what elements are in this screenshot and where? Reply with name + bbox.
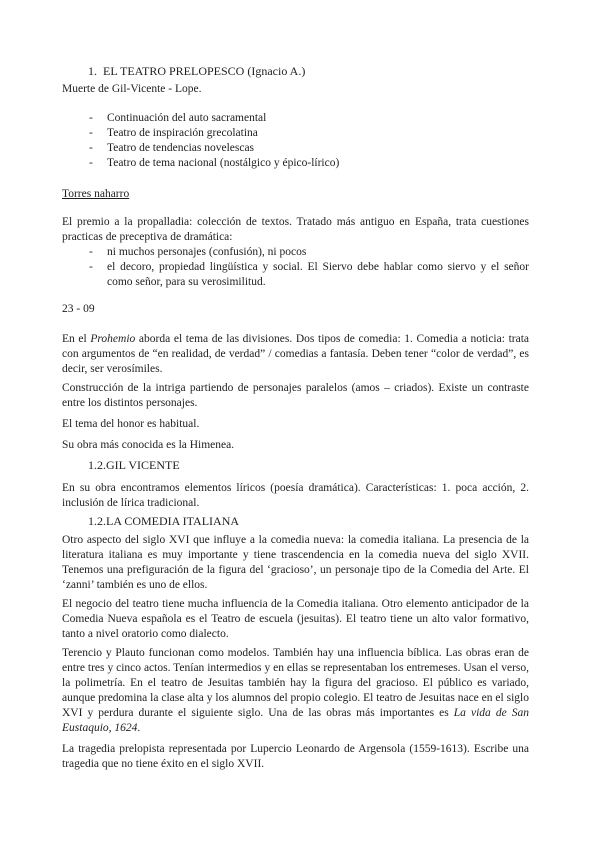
paragraph-text: Terencio y Plauto funcionan como modelos. También hay una influencia bíblica. Las obras eran de entre tres y cinco actos. Tenían intermedios y en ellas se representaban los entremeses. Usan el verso, la polimetría. En el teatro de Jesuitas también hay la figura del gracioso. El público es variado, aunque predomina la clase alta y los alumnos del propio colegio. El teatro de Jesuitas nace en el siglo XVI y perdura durante el siguiente siglo. Una de las obras más importantes es <box>62 647 529 719</box>
list-item <box>62 111 529 126</box>
paragraph-honor: El tema del honor es habitual. <box>62 418 200 430</box>
paragraph-terencio-plauto <box>62 646 529 736</box>
heading-title: EL TEATRO PRELOPESCO (Ignacio A.) <box>103 64 306 78</box>
paragraph-text: . <box>137 722 141 734</box>
list-item-text: Teatro de tendencias novelescas <box>107 142 255 154</box>
paragraph-prohemio <box>62 332 529 377</box>
date-note: 23 - 09 <box>62 303 95 315</box>
subsection-heading-torres-naharro: Torres naharro <box>62 188 130 200</box>
paragraph-negocio-teatro: El negocio del teatro tiene mucha influencia de la Comedia italiana. Otro elemento anticipador de la Comedia Nueva española es el Teatro de escuela (jesuitas). El teatro tiene un alto valor formativo, tanto a nivel oratorio como dialecto. <box>62 598 529 640</box>
paragraph-comedia-italiana: Otro aspecto del siglo XVI que influye a la comedia nueva: la comedia italiana. La presencia de la literatura italiana es muy importante y tiene trascendencia en la comedia nueva del siglo XVII. Tenemos una prefiguración de la figura del ‘gracioso’, un personaje tipo de la Comedia del Arte. El ‘zanni’ también es uno de ellos. <box>62 534 529 591</box>
paragraph-tragedia-prelopista: La tragedia prelopista representada por Lupercio Leonardo de Argensola (1559-1613). Escribe una tragedia que no tiene éxito en el siglo XVII. <box>62 743 529 770</box>
paragraph-himenea: Su obra más conocida es la Himenea. <box>62 439 235 451</box>
bullet-marker: - <box>89 142 93 154</box>
list-item-text: el decoro, propiedad lingüística y social. El Siervo debe hablar como siervo y el señor como señor, para su verosimilitud. <box>107 261 529 288</box>
section-heading-comedia-italiana: 1.2.LA COMEDIA ITALIANA <box>88 514 240 528</box>
subtitle-line: Muerte de Gil-Vicente - Lope. <box>62 83 202 95</box>
list-item-text: Teatro de inspiración grecolatina <box>107 127 258 139</box>
list-item <box>62 245 529 260</box>
paragraph-propalladia: El premio a la propalladia: colección de textos. Tratado más antiguo en España, trata cuestiones practicas de preceptiva de dramática: <box>62 216 529 243</box>
section-heading-prelopesco <box>62 64 529 79</box>
list-item <box>62 126 529 141</box>
bullet-marker: - <box>89 261 93 273</box>
list-item <box>62 260 529 290</box>
paragraph-text: En el <box>62 333 91 345</box>
bullet-list-prelopesco <box>62 111 529 171</box>
paragraph-gil-vicente: En su obra encontramos elementos líricos (poesía dramática). Características: 1. poca acción, 2. inclusión de lírica tradicional. <box>62 482 529 509</box>
heading-number: 1. <box>88 64 97 78</box>
paragraph-construccion: Construcción de la intriga partiendo de personajes paralelos (amos – criados). Existe un contraste entre los distintos personajes. <box>62 382 529 409</box>
section-heading-gil-vicente: 1.2.GIL VICENTE <box>88 458 180 472</box>
list-item <box>62 156 529 171</box>
list-item-text: Continuación del auto sacramental <box>107 112 267 124</box>
bullet-list-torres <box>62 245 529 290</box>
list-item <box>62 141 529 156</box>
list-item-text: ni muchos personajes (confusión), ni pocos <box>107 246 307 258</box>
list-item-text: Teatro de tema nacional (nostálgico y épico-lírico) <box>107 157 340 169</box>
italic-title-san-eustaquio: La vida de San Eustaquio, 1624 <box>62 707 529 734</box>
italic-title-prohemio: Prohemio <box>90 333 136 345</box>
bullet-marker: - <box>89 246 93 258</box>
paragraph-text: aborda el tema de las divisiones. Dos tipos de comedia: 1. Comedia a noticia: trata con argumentos de “en realidad, de verdad” / comedias a fantasía. Deben tener “color de verdad”, es decir, ser verosímiles. <box>62 333 529 375</box>
bullet-marker: - <box>89 127 93 139</box>
bullet-marker: - <box>89 112 93 124</box>
bullet-marker: - <box>89 157 93 169</box>
